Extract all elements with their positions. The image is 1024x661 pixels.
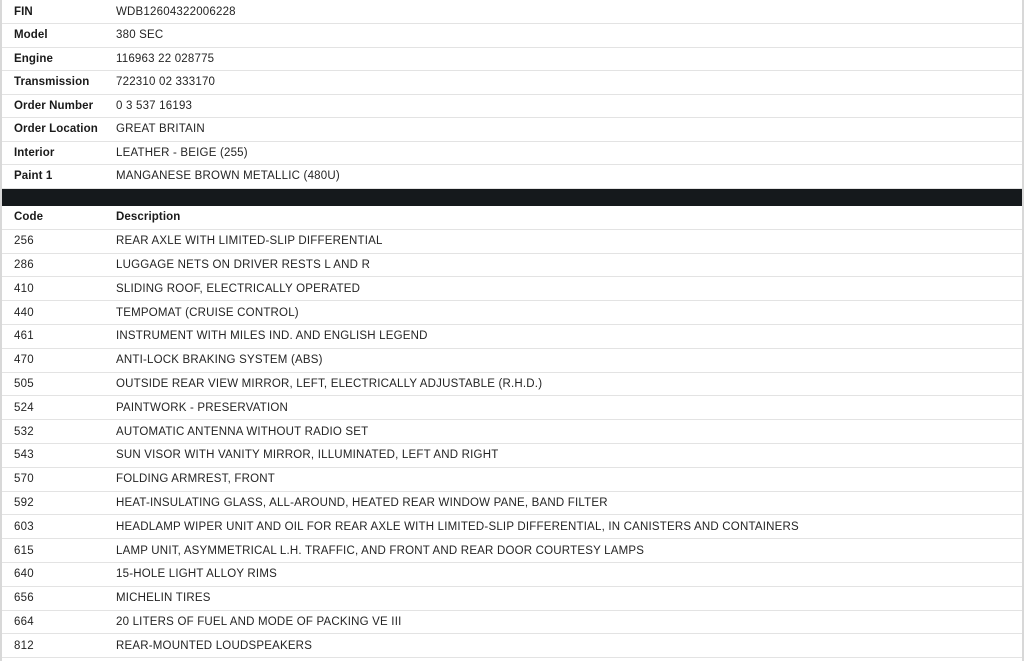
info-label: Interior: [2, 141, 104, 165]
option-description: LAMP UNIT, ASYMMETRICAL L.H. TRAFFIC, AND FRONT AND REAR DOOR COURTESY LAMPS: [60, 539, 1022, 563]
option-code: 656: [2, 586, 60, 610]
info-value: 0 3 537 16193: [104, 94, 1022, 118]
table-row: [2, 348, 1022, 372]
option-description: HEAT-INSULATING GLASS, ALL-AROUND, HEATED REAR WINDOW PANE, BAND FILTER: [60, 491, 1022, 515]
info-value: 722310 02 333170: [104, 71, 1022, 95]
column-header-code: Code: [2, 206, 60, 230]
table-header-row: [2, 206, 1022, 230]
info-label: Transmission: [2, 71, 104, 95]
option-code: 570: [2, 467, 60, 491]
table-row: [2, 94, 1022, 118]
table-row: [2, 165, 1022, 189]
option-description: HEADLAMP WIPER UNIT AND OIL FOR REAR AXLE WITH LIMITED-SLIP DIFFERENTIAL, IN CANISTERS AND CONTAINERS: [60, 515, 1022, 539]
option-code: 532: [2, 420, 60, 444]
option-description: 20 LITERS OF FUEL AND MODE OF PACKING VE III: [60, 610, 1022, 634]
option-code: 543: [2, 443, 60, 467]
option-description: TEMPOMAT (CRUISE CONTROL): [60, 301, 1022, 325]
table-row: [2, 47, 1022, 71]
table-row: [2, 0, 1022, 24]
option-description: ANTI-LOCK BRAKING SYSTEM (ABS): [60, 348, 1022, 372]
option-code: 812: [2, 634, 60, 658]
option-code: 461: [2, 324, 60, 348]
info-value: 116963 22 028775: [104, 47, 1022, 71]
table-row: [2, 277, 1022, 301]
option-description: MICHELIN TIRES: [60, 586, 1022, 610]
option-description: AUTOMATIC ANTENNA WITHOUT RADIO SET: [60, 420, 1022, 444]
table-row: [2, 443, 1022, 467]
info-value: 380 SEC: [104, 24, 1022, 48]
info-label: Engine: [2, 47, 104, 71]
option-codes-table: [2, 206, 1022, 659]
option-code: 640: [2, 562, 60, 586]
info-value: MANGANESE BROWN METALLIC (480U): [104, 165, 1022, 189]
option-code: 470: [2, 348, 60, 372]
table-row: [2, 491, 1022, 515]
option-code: 592: [2, 491, 60, 515]
table-row: [2, 229, 1022, 253]
info-label: Order Number: [2, 94, 104, 118]
table-row: [2, 301, 1022, 325]
option-description: LUGGAGE NETS ON DRIVER RESTS L AND R: [60, 253, 1022, 277]
table-row: [2, 24, 1022, 48]
option-description: 15-HOLE LIGHT ALLOY RIMS: [60, 562, 1022, 586]
info-label: Paint 1: [2, 165, 104, 189]
table-row: [2, 372, 1022, 396]
table-row: [2, 634, 1022, 658]
info-label: Order Location: [2, 118, 104, 142]
option-code: 505: [2, 372, 60, 396]
option-codes-header: [2, 206, 1022, 230]
table-row: [2, 515, 1022, 539]
table-row: [2, 141, 1022, 165]
info-label: Model: [2, 24, 104, 48]
option-code: 524: [2, 396, 60, 420]
table-row: [2, 586, 1022, 610]
option-code: 286: [2, 253, 60, 277]
info-label: FIN: [2, 0, 104, 24]
option-description: SLIDING ROOF, ELECTRICALLY OPERATED: [60, 277, 1022, 301]
table-row: [2, 396, 1022, 420]
option-code: 664: [2, 610, 60, 634]
table-row: [2, 253, 1022, 277]
info-value: GREAT BRITAIN: [104, 118, 1022, 142]
table-row: [2, 610, 1022, 634]
option-code: 410: [2, 277, 60, 301]
option-code: 256: [2, 229, 60, 253]
info-value: LEATHER - BEIGE (255): [104, 141, 1022, 165]
option-description: FOLDING ARMREST, FRONT: [60, 467, 1022, 491]
table-row: [2, 71, 1022, 95]
table-row: [2, 324, 1022, 348]
option-description: INSTRUMENT WITH MILES IND. AND ENGLISH LEGEND: [60, 324, 1022, 348]
table-row: [2, 467, 1022, 491]
table-row: [2, 118, 1022, 142]
table-row: [2, 420, 1022, 444]
option-code: 615: [2, 539, 60, 563]
option-description: OUTSIDE REAR VIEW MIRROR, LEFT, ELECTRICALLY ADJUSTABLE (R.H.D.): [60, 372, 1022, 396]
option-codes-body: [2, 229, 1022, 657]
info-value: WDB12604322006228: [104, 0, 1022, 24]
table-row: [2, 539, 1022, 563]
option-description: REAR-MOUNTED LOUDSPEAKERS: [60, 634, 1022, 658]
option-description: SUN VISOR WITH VANITY MIRROR, ILLUMINATED, LEFT AND RIGHT: [60, 443, 1022, 467]
option-description: REAR AXLE WITH LIMITED-SLIP DIFFERENTIAL: [60, 229, 1022, 253]
section-divider-band: [2, 189, 1022, 206]
option-code: 440: [2, 301, 60, 325]
vehicle-info-table: [2, 0, 1022, 189]
column-header-description: Description: [60, 206, 1022, 230]
option-code: 603: [2, 515, 60, 539]
vehicle-info-body: [2, 0, 1022, 188]
table-row: [2, 562, 1022, 586]
option-description: PAINTWORK - PRESERVATION: [60, 396, 1022, 420]
